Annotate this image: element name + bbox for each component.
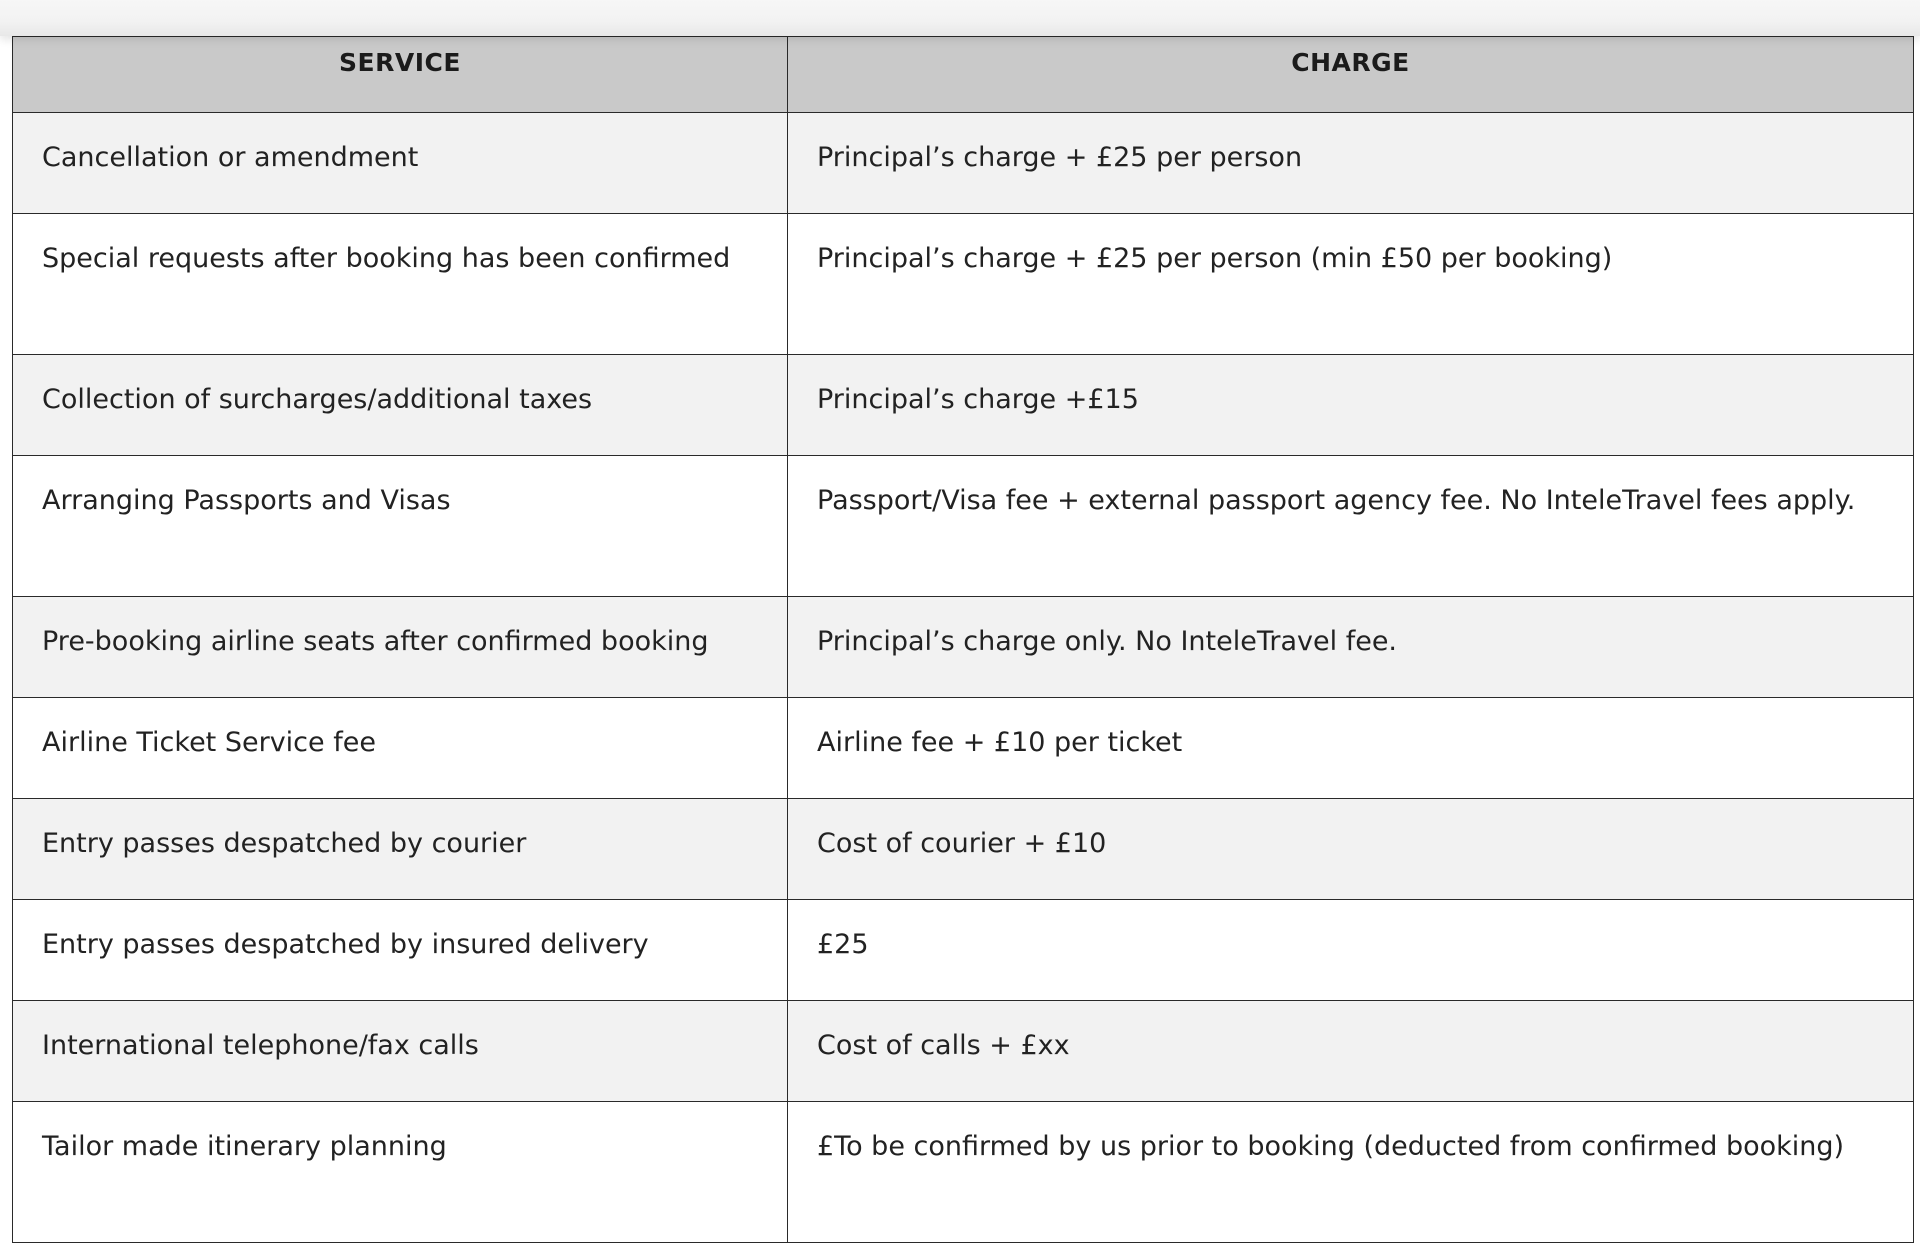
table-body [13,113,1914,1243]
charge-cell: Principal’s charge only. No InteleTravel fee. [788,597,1914,698]
charge-cell: Passport/Visa fee + external passport agency fee. No InteleTravel fees apply. [788,456,1914,597]
service-cell: Entry passes despatched by courier [13,799,788,900]
fees-table [12,36,1914,1243]
header-charge: CHARGE [788,37,1914,113]
table-row [13,1102,1914,1243]
table-row [13,900,1914,1001]
service-cell: Airline Ticket Service fee [13,698,788,799]
table-row [13,214,1914,355]
charge-cell: Principal’s charge + £25 per person (min £50 per booking) [788,214,1914,355]
table-row [13,1001,1914,1102]
table-row [13,698,1914,799]
table-row [13,799,1914,900]
table-header [13,37,1914,113]
header-service: SERVICE [13,37,788,113]
service-cell: Cancellation or amendment [13,113,788,214]
charge-cell: Cost of courier + £10 [788,799,1914,900]
service-cell: Tailor made itinerary planning [13,1102,788,1243]
service-cell: Arranging Passports and Visas [13,456,788,597]
table-row [13,597,1914,698]
service-cell: Collection of surcharges/additional taxes [13,355,788,456]
service-cell: International telephone/fax calls [13,1001,788,1102]
charge-cell: Cost of calls + £xx [788,1001,1914,1102]
charge-cell: Airline fee + £10 per ticket [788,698,1914,799]
charge-cell: £25 [788,900,1914,1001]
charge-cell: Principal’s charge + £25 per person [788,113,1914,214]
service-cell: Special requests after booking has been confirmed [13,214,788,355]
header-row [13,37,1914,113]
table-row [13,355,1914,456]
fees-table-container [12,36,1913,1243]
table-row [13,113,1914,214]
charge-cell: £To be confirmed by us prior to booking (deducted from confirmed booking) [788,1102,1914,1243]
service-cell: Entry passes despatched by insured delivery [13,900,788,1001]
table-row [13,456,1914,597]
service-cell: Pre-booking airline seats after confirmed booking [13,597,788,698]
top-shadow-bar [0,0,1920,36]
charge-cell: Principal’s charge +£15 [788,355,1914,456]
